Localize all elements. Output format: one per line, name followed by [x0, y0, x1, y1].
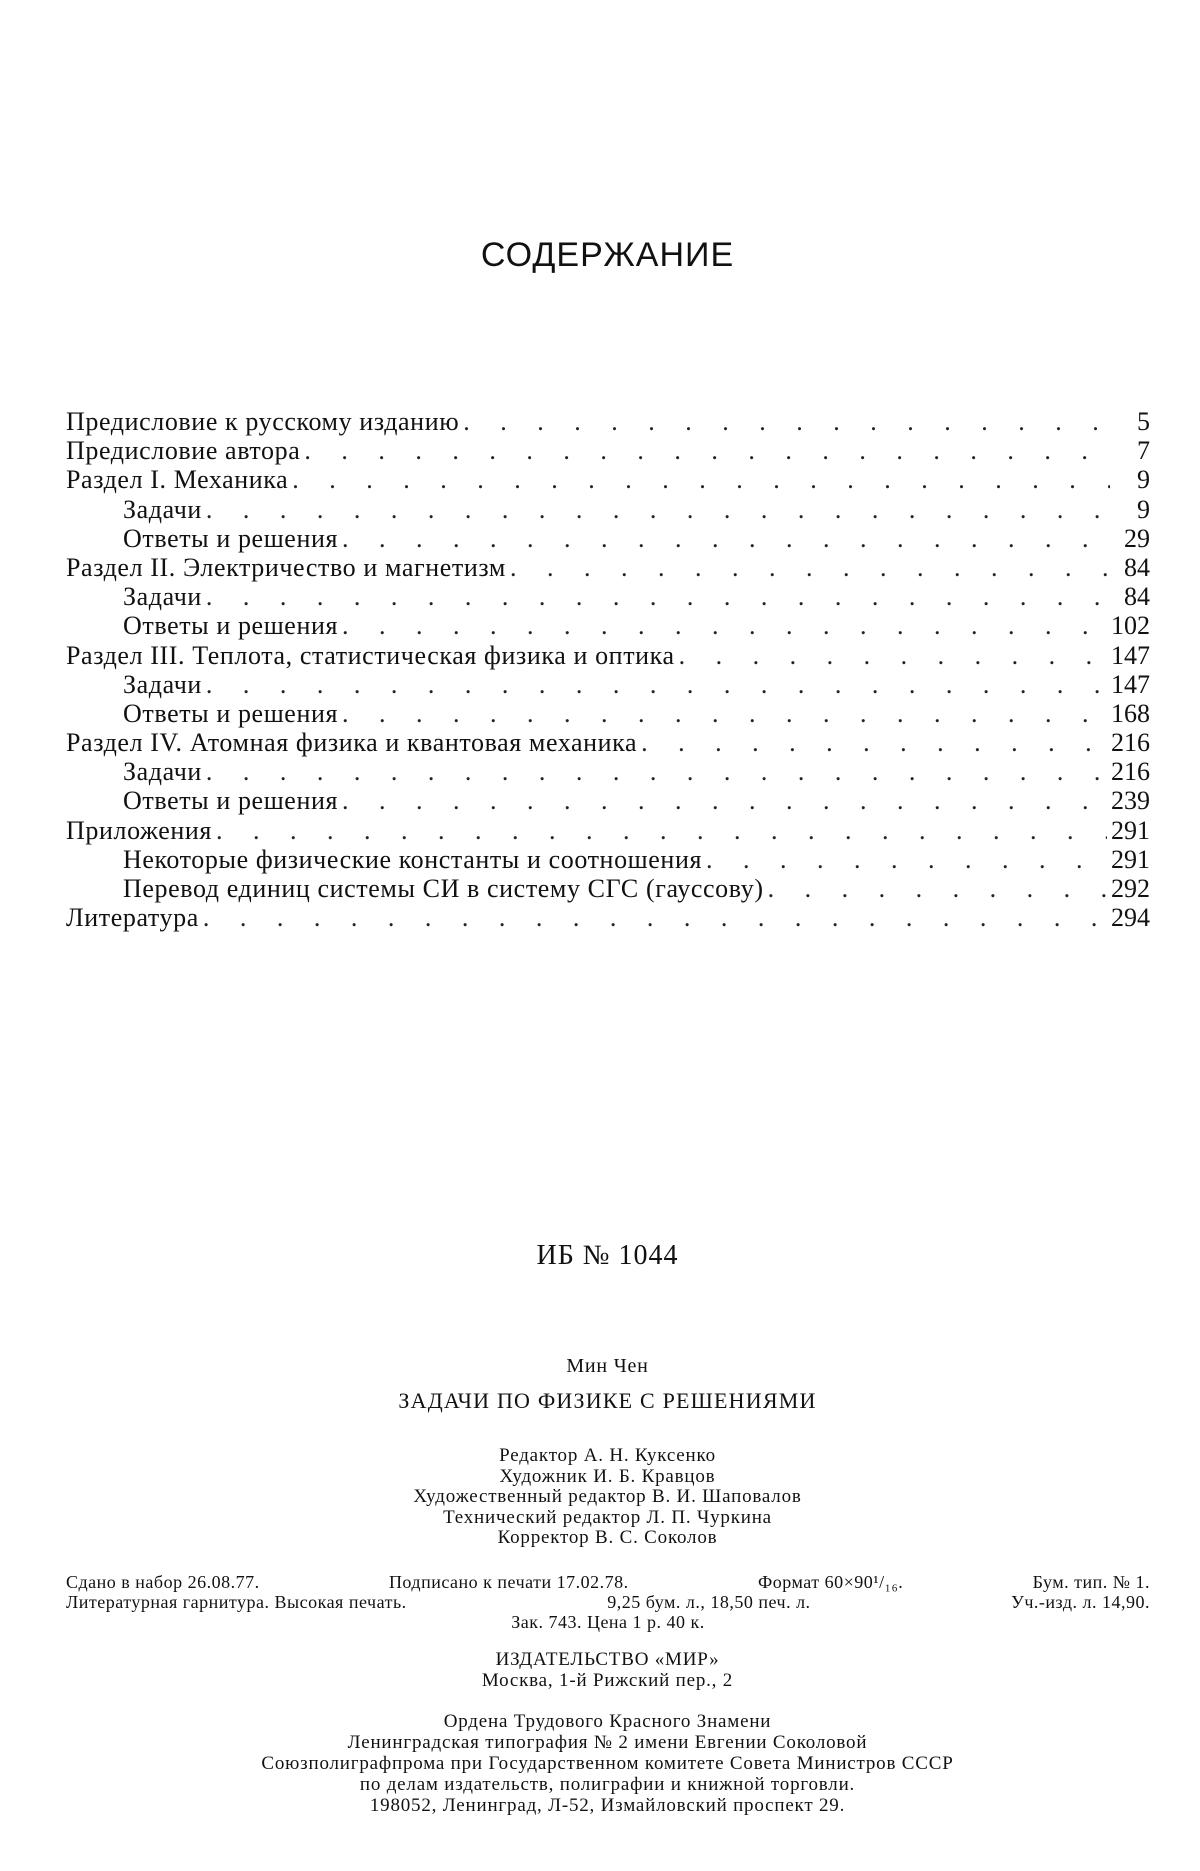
print-line-1 — [66, 1572, 1150, 1592]
credit-artist: Художник И. Б. Кравцов — [499, 1465, 716, 1487]
print-pub-sheets: Уч.-изд. л. 14,90. — [1011, 1592, 1150, 1612]
toc-entry-page: 292 — [1111, 874, 1150, 903]
toc-entry — [66, 582, 1150, 611]
toc-entry-page: 29 — [1124, 523, 1150, 553]
toc-entry-label: Ответы и решения — [123, 698, 339, 728]
printer-line: Ленинградская типография № 2 имени Евгении Соколовой — [347, 1732, 868, 1753]
toc-entry-page: 216 — [1111, 757, 1150, 787]
publisher-address: Москва, 1-й Рижский пер., 2 — [481, 1669, 734, 1691]
toc-entry-page: 5 — [1137, 407, 1150, 436]
toc-entry-page: 9 — [1137, 465, 1150, 495]
toc-entry — [66, 699, 1150, 728]
toc-entry-label: Задачи — [123, 757, 202, 787]
toc-entry-page: 147 — [1111, 669, 1150, 699]
print-format: Формат 60×90¹/₁₆. — [758, 1572, 904, 1592]
toc-entry — [66, 436, 1150, 465]
toc-entry-label: Предисловие к русскому изданию — [66, 407, 460, 436]
toc-entry-page: 147 — [1111, 640, 1150, 670]
credits-block — [0, 1446, 1200, 1549]
publisher-name: ИЗДАТЕЛЬСТВО «МИР» — [495, 1649, 720, 1670]
print-order-price: Зак. 743. Цена 1 р. 40 к. — [511, 1612, 705, 1632]
toc-entry — [66, 786, 1150, 815]
toc-entry — [66, 553, 1150, 582]
toc-entry-label: Ответы и решения — [123, 523, 339, 553]
credit-art-editor: Художественный редактор В. И. Шаповалов — [413, 1486, 802, 1507]
toc-entry-page: 239 — [1111, 786, 1150, 816]
toc-entry-page: 291 — [1111, 844, 1150, 874]
print-line-3 — [66, 1612, 1150, 1632]
print-info-block — [66, 1572, 1150, 1632]
toc-dot-leader — [206, 670, 1107, 699]
toc-entry-label: Раздел I. Механика — [66, 465, 289, 495]
toc-entry — [66, 495, 1150, 524]
toc-entry-label: Ответы и решения — [123, 611, 339, 641]
print-line-2 — [66, 1592, 1150, 1612]
table-of-contents — [66, 407, 1150, 932]
toc-dot-leader — [342, 524, 1110, 553]
toc-entry-page: 291 — [1111, 815, 1150, 845]
toc-entry — [66, 641, 1150, 670]
toc-entry — [66, 465, 1150, 494]
toc-entry-label: Перевод единиц системы СИ в систему СГС (гауссову) — [123, 874, 764, 903]
page-title: СОДЕРЖАНИЕ — [480, 236, 735, 274]
print-sent-date: Сдано в набор 26.08.77. — [66, 1572, 260, 1592]
toc-entry — [66, 407, 1150, 436]
credit-proofreader: Корректор В. С. Соколов — [497, 1527, 718, 1548]
toc-entry-label: Ответы и решения — [123, 786, 339, 816]
print-sheets: 9,25 бум. л., 18,50 печ. л. — [607, 1592, 811, 1612]
toc-entry — [66, 903, 1150, 932]
toc-entry-page: 102 — [1111, 611, 1150, 641]
book-author: Мин Чен — [566, 1355, 649, 1377]
toc-entry-label: Раздел IV. Атомная физика и квантовая механика — [66, 728, 638, 758]
toc-entry — [66, 670, 1150, 699]
toc-entry — [66, 874, 1150, 903]
print-paper: Бум. тип. № 1. — [1032, 1572, 1150, 1592]
toc-entry — [66, 816, 1150, 845]
printer-line: Ордена Трудового Красного Знамени — [443, 1711, 772, 1732]
toc-entry-label: Литература — [66, 903, 199, 933]
credit-editor: Редактор А. Н. Куксенко — [499, 1445, 716, 1466]
printer-line: 198052, Ленинград, Л-52, Измайловский проспект 29. — [369, 1795, 846, 1816]
toc-entry — [66, 757, 1150, 786]
toc-entry-label: Предисловие автора — [66, 436, 301, 466]
toc-entry-page: 7 — [1137, 436, 1150, 466]
printer-line: Союзполиграфпрома при Государственном комитете Совета Министров СССР — [261, 1753, 954, 1774]
toc-dot-leader — [216, 816, 1107, 845]
toc-dot-leader — [203, 903, 1107, 932]
printer-line: по делам издательств, полиграфии и книжной торговли. — [359, 1774, 856, 1795]
printer-block — [0, 1712, 1200, 1817]
toc-dot-leader — [706, 845, 1107, 874]
print-typeface: Литературная гарнитура. Высокая печать. — [66, 1592, 407, 1612]
toc-entry-page: 168 — [1111, 698, 1150, 728]
toc-entry-label: Задачи — [123, 582, 202, 612]
toc-entry-label: Раздел II. Электричество и магнетизм — [66, 552, 506, 582]
toc-entry-page: 9 — [1137, 494, 1150, 524]
credit-technical-editor: Технический редактор Л. П. Чуркина — [443, 1506, 772, 1528]
toc-entry — [66, 845, 1150, 874]
toc-entry-page: 84 — [1124, 582, 1150, 612]
toc-dot-leader — [292, 465, 1110, 494]
toc-entry-label: Задачи — [123, 494, 202, 524]
print-signed-date: Подписано к печати 17.02.78. — [388, 1572, 629, 1592]
toc-entry-page: 294 — [1111, 903, 1150, 933]
toc-dot-leader — [206, 495, 1110, 524]
toc-dot-leader — [510, 553, 1110, 582]
toc-entry-label: Некоторые физические константы и соотношения — [123, 844, 703, 874]
toc-dot-leader — [342, 611, 1107, 640]
toc-dot-leader — [206, 582, 1110, 611]
toc-dot-leader — [768, 874, 1107, 903]
toc-entry-label: Раздел III. Теплота, статистическая физика и оптика — [66, 640, 675, 670]
toc-dot-leader — [342, 699, 1107, 728]
publisher-block — [0, 1650, 1200, 1691]
toc-entry — [66, 524, 1150, 553]
toc-dot-leader — [206, 757, 1107, 786]
toc-dot-leader — [463, 407, 1110, 436]
toc-dot-leader — [304, 436, 1110, 465]
toc-entry-page: 84 — [1124, 552, 1150, 582]
toc-entry-page: 216 — [1111, 728, 1150, 758]
toc-entry-label: Задачи — [123, 669, 202, 699]
toc-entry — [66, 728, 1150, 757]
toc-entry-label: Приложения — [66, 815, 212, 845]
toc-dot-leader — [641, 728, 1107, 757]
toc-entry — [66, 611, 1150, 640]
toc-dot-leader — [342, 786, 1107, 815]
toc-dot-leader — [679, 641, 1107, 670]
book-title: ЗАДАЧИ ПО ФИЗИКЕ С РЕШЕНИЯМИ — [398, 1388, 817, 1413]
ib-number: ИБ № 1044 — [536, 1240, 679, 1271]
